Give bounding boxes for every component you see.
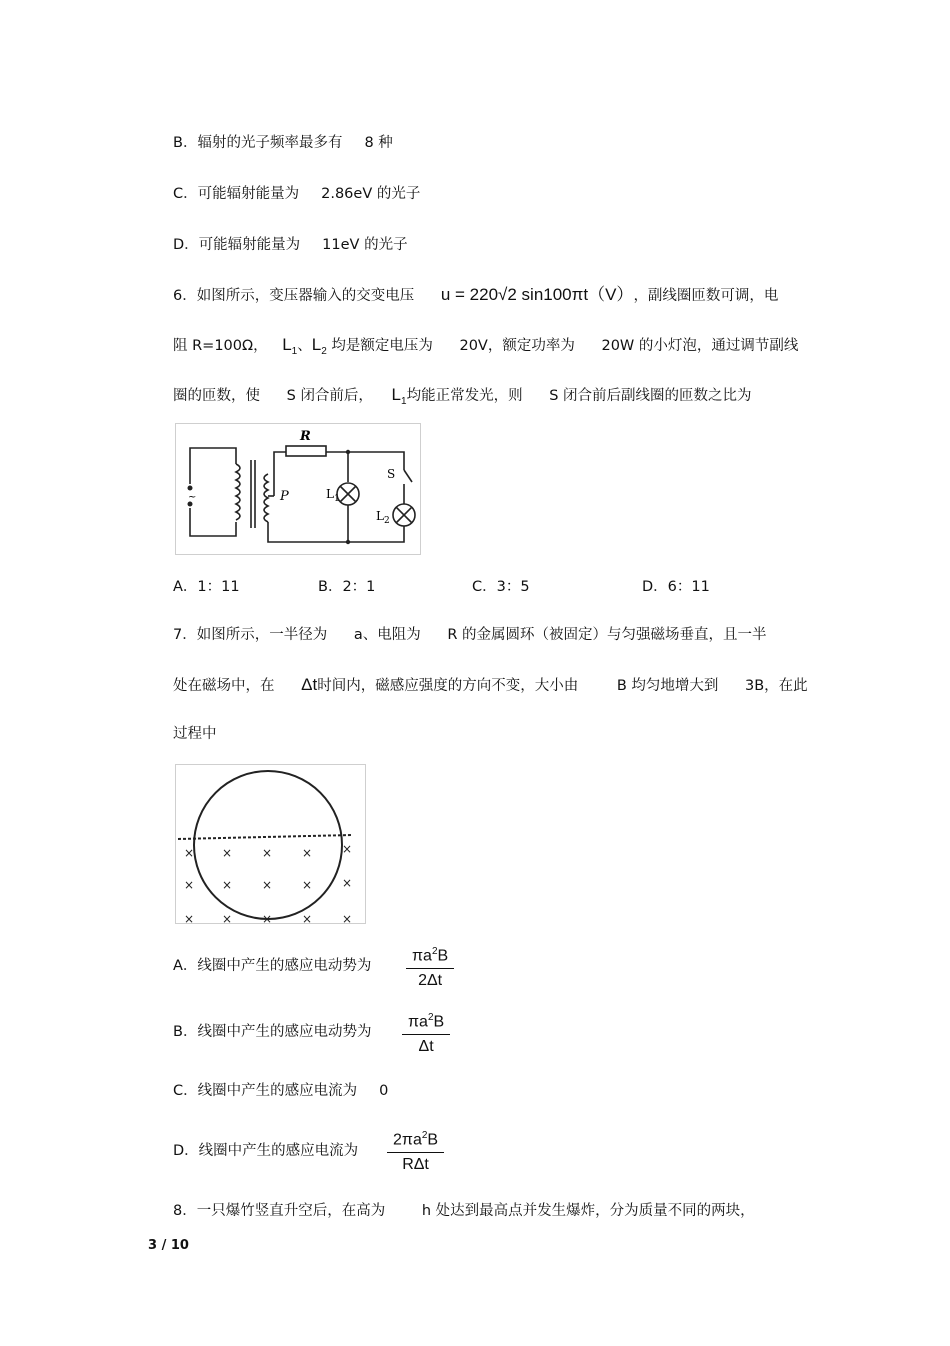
- q7-stem-4: 处在磁场中，在: [173, 678, 275, 694]
- svg-text:×: ×: [342, 842, 353, 856]
- q7-ring-figure: [175, 764, 366, 924]
- svg-text:×: ×: [302, 912, 313, 923]
- q7-stem-2: 、电阻为: [362, 627, 421, 643]
- svg-text:×: ×: [262, 846, 273, 860]
- q5-option-d-value: 11eV: [322, 237, 360, 253]
- q6-switch-s-2: S: [549, 388, 559, 404]
- q7-option-d-fraction: $2\pi a^2B$ RΔt: [387, 1126, 444, 1175]
- q7-option-c-label: C．线圈中产生的感应电流为: [173, 1083, 358, 1099]
- q6-option-d: D．6：11: [642, 579, 710, 595]
- q6-stem-4: ，额定功率为: [487, 338, 575, 354]
- q6-line-3: [173, 385, 752, 412]
- svg-text:×: ×: [184, 878, 195, 892]
- lamp-l2-label: $L_2$: [376, 509, 390, 526]
- q6-stem-8: 均能正常发光，则: [406, 388, 523, 404]
- q7-radius: a: [353, 627, 363, 643]
- svg-text:×: ×: [184, 846, 195, 860]
- q6-line-2: [173, 335, 798, 362]
- q6-voltage-formula: u = 220√2 sin100πt（V）: [440, 285, 634, 304]
- q6-stem-5: 的小灯泡，通过调节副线: [638, 338, 799, 354]
- q7-option-a-fraction: $\frac{\pi a^2B}{2\Delta t}$: [406, 942, 454, 991]
- q6-line-1: [173, 285, 778, 306]
- svg-text:×: ×: [302, 878, 313, 892]
- q5-option-c: [173, 184, 420, 204]
- q7-stem-6: 均匀地增大到: [631, 678, 719, 694]
- q5-option-c-label: C．可能辐射能量为: [173, 186, 300, 202]
- q8-line-1: [173, 1201, 755, 1221]
- svg-text:×: ×: [262, 912, 273, 923]
- q5-option-b-value: 8 种: [364, 135, 393, 151]
- q7-option-d-label: D．线圈中产生的感应电流为: [173, 1143, 359, 1159]
- q7-line-1: [173, 625, 767, 645]
- page-number: 3 / 10: [148, 1238, 189, 1253]
- ring-in-field-diagram: [176, 765, 365, 923]
- q6-switch-s: S: [286, 388, 296, 404]
- switch-label: S: [387, 467, 396, 481]
- svg-text:×: ×: [302, 846, 313, 860]
- metal-ring: [194, 771, 342, 919]
- ac-source-label: ~: [188, 492, 197, 503]
- q7-stem-3: 的金属圆环（被固定）与匀强磁场垂直，且一半: [462, 627, 767, 643]
- q6-stem-2: ，副线圈匝数可调，电: [633, 288, 779, 304]
- q6-rated-voltage: 20V: [459, 338, 488, 354]
- q6-stem-6: 圈的匝数，使: [173, 388, 260, 404]
- q8-height: h: [421, 1203, 432, 1219]
- resistor-label: R: [300, 429, 311, 444]
- q6-option-a: A．1：11: [173, 579, 240, 595]
- q5-option-d-tail: 的光子: [364, 237, 408, 253]
- svg-text:×: ×: [222, 912, 233, 923]
- q7-option-a-label: A．线圈中产生的感应电动势为: [173, 958, 372, 974]
- q7-option-c: [173, 1081, 388, 1101]
- q7-option-c-value: 0: [379, 1083, 389, 1099]
- q7-stem-1: 7．如图所示，一半径为: [173, 627, 328, 643]
- transformer-circuit-diagram: [176, 424, 420, 554]
- svg-text:×: ×: [342, 876, 353, 890]
- q7-option-b-label: B．线圈中产生的感应电动势为: [173, 1024, 372, 1040]
- q7-b-initial: B: [616, 678, 627, 694]
- q6-option-b: B．2：1: [318, 579, 376, 595]
- q6-rated-power: 20W: [601, 338, 635, 354]
- q5-option-b-label: B．辐射的光子频率最多有: [173, 135, 343, 151]
- lamp-l1-label: $L_1$: [326, 487, 340, 504]
- q7-line-3: 过程中: [173, 726, 217, 742]
- q6-l1-b: L1: [391, 385, 407, 407]
- q8-stem-1: 8．一只爆竹竖直升空后，在高为: [173, 1203, 386, 1219]
- q6-stem-7: 闭合前后，: [300, 388, 373, 404]
- q6-stem-3: 均是额定电压为: [331, 338, 433, 354]
- svg-text:×: ×: [184, 912, 195, 923]
- q6-sep: 、: [297, 338, 312, 354]
- q7-stem-7: ，在此: [764, 678, 808, 694]
- svg-text:×: ×: [262, 878, 273, 892]
- q5-option-d: [173, 235, 408, 255]
- q5-option-d-label: D．可能辐射能量为: [173, 237, 301, 253]
- field-marks: [184, 842, 352, 923]
- q7-option-b-fraction: $\frac{\pi a^2B}{\Delta t}$: [402, 1008, 450, 1057]
- q6-resistor: 阻 R=100Ω，: [173, 338, 268, 354]
- q7-delta-t: Δt: [301, 675, 318, 694]
- q5-option-c-value: 2.86eV: [321, 186, 373, 202]
- svg-text:×: ×: [222, 878, 233, 892]
- q6-circuit-figure: [175, 423, 421, 555]
- q6-l2: L2: [311, 335, 327, 357]
- q8-stem-2: 处达到最高点并发生爆炸，分为质量不同的两块，: [435, 1203, 755, 1219]
- q7-line-2: [173, 675, 808, 696]
- q6-l1: L1: [282, 335, 298, 357]
- svg-text:×: ×: [342, 912, 353, 923]
- slider-label: P: [280, 489, 289, 504]
- svg-text:×: ×: [222, 846, 233, 860]
- q6-stem-1: 6．如图所示，变压器输入的交变电压: [173, 288, 415, 304]
- q7-resistance: R: [447, 627, 458, 643]
- q6-option-c: C．3：5: [472, 579, 530, 595]
- field-boundary: [178, 835, 352, 839]
- q7-stem-5: 时间内，磁感应强度的方向不变，大小由: [317, 678, 579, 694]
- q5-option-b: [173, 133, 393, 153]
- q7-b-final: 3B: [744, 678, 765, 694]
- q6-stem-9: 闭合前后副线圈的匝数之比为: [563, 388, 752, 404]
- q5-option-c-tail: 的光子: [376, 186, 421, 202]
